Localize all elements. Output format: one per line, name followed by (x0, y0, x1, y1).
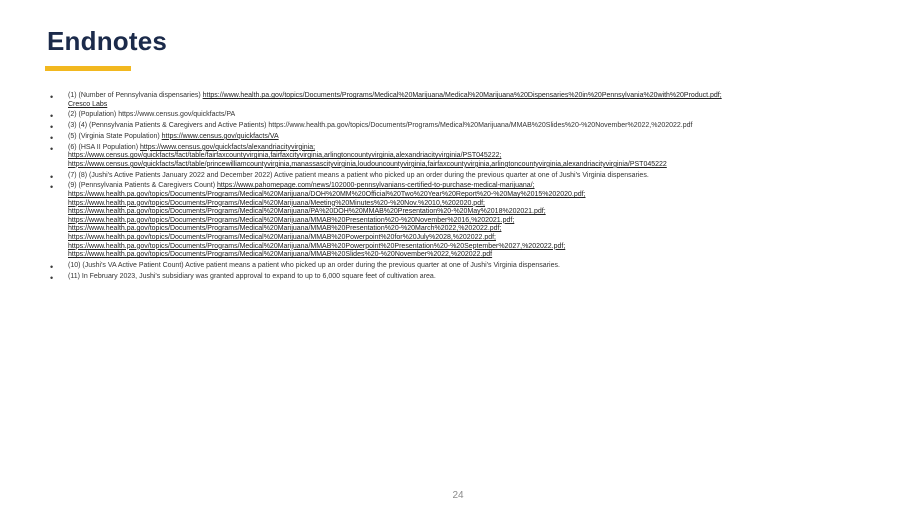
bullet-icon: • (50, 132, 54, 143)
bullet-icon: • (50, 122, 54, 133)
endnote-text: (7) (8) (Jushi's Active Patients January 2022 and December 2022) Active patient means a patient who picked up an order during the previous quarter at one of Jushi's Virginia dispensaries. (68, 171, 649, 179)
endnote-text: (3) (4) (Pennsylvania Patients & Caregivers and Active Patients) https://www.health.pa.gov/topics/Documents/Programs/Medical%20Marijuana/MMAB%20Slides%20-%20November%2022,%202022.pdf (68, 122, 693, 130)
endnote-8 (48, 262, 868, 271)
page-title: Endnotes (47, 26, 168, 56)
endnote-9 (48, 273, 868, 282)
endnote-link[interactable]: https://www.health.pa.gov/topics/Documents/Programs/Medical%20Marijuana/Meeting%20Minutes%20-%20Nov.%2010,%202020.pdf; (68, 199, 485, 207)
bullet-icon: • (50, 171, 54, 182)
endnote-4 (48, 133, 868, 142)
bullet-icon: • (50, 272, 54, 283)
endnote-link[interactable]: https://www.health.pa.gov/topics/Documents/Programs/Medical%20Marijuana/MMAB%20Powerpoint%20for%20July%2028,%202022.pdf; (68, 234, 497, 242)
endnote-link[interactable]: https://www.health.pa.gov/topics/Documents/Programs/Medical%20Marijuana/MMAB%20Presentation%20-%20March%2022,%202022.pdf; (68, 225, 502, 233)
bullet-icon: • (50, 143, 54, 154)
endnote-link[interactable]: https://www.census.gov/quickfacts/fact/table/princewilliamcountyvirginia,manassascityvirginia,loudouncountyvirginia,fairfaxcountyvirginia,arlingtoncountyvirginia,alexandriacityvirginia/PST045222 (68, 160, 667, 168)
endnotes-list (48, 92, 868, 284)
endnote-text: (10) (Jushi's VA Active Patient Count) Active patient means a patient who picked up an order during the previous quarter at one of Jushi's Virginia dispensaries. (68, 262, 560, 269)
endnote-link[interactable]: https://www.health.pa.gov/topics/Documents/Programs/Medical%20Marijuana/MMAB%20Powerpoint%20Presentation%20-%20September%2027,%202022.pdf; (68, 242, 566, 250)
endnote-text: (9) (Pennsylvania Patients & Caregivers Count) (68, 182, 216, 190)
bullet-icon: • (50, 111, 54, 122)
endnote-text: (11) In February 2023, Jushi's subsidiary was granted approval to expand to up to 6,000 square feet of cultivation area. (68, 272, 436, 280)
endnote-link[interactable]: https://www.health.pa.gov/topics/Documents/Programs/Medical%20Marijuana/PA%20DOH%20MMAB%20Presentation%20-%20May%2018%202021.pdf; (68, 208, 546, 216)
bullet-icon: • (50, 182, 54, 193)
title-accent-bar (45, 66, 131, 71)
endnote-link[interactable]: https://www.census.gov/quickfacts/alexandriacityvirginia; (139, 143, 316, 151)
endnote-link[interactable]: https://www.pahomepage.com/news/102000-pennsylvanians-certified-to-purchase-medical-marijuana/; (217, 182, 535, 190)
endnote-link[interactable]: https://www.census.gov/quickfacts/fact/table/fairfaxcountyvirginia,fairfaxcityvirginia,arlingtoncountyvirginia,alexandriacityvirginia/PST045222; (68, 152, 502, 160)
endnote-2 (48, 111, 868, 120)
endnote-5 (48, 144, 868, 170)
endnote-1 (48, 92, 868, 109)
endnote-7 (48, 182, 868, 259)
endnote-text: (5) (Virginia State Population) (68, 132, 160, 140)
endnote-3 (48, 122, 868, 131)
endnote-link[interactable]: Cresco Labs (68, 100, 108, 108)
endnote-text: (2) (Population) https://www.census.gov/quickfacts/PA (68, 111, 236, 119)
endnote-link[interactable]: https://www.health.pa.gov/topics/Documents/Programs/Medical%20Marijuana/MMAB%20Slides%20-%20November%2022,%202022.pdf (68, 251, 493, 259)
bullet-icon: • (50, 92, 54, 102)
endnote-text: (1) (Number of Pennsylvania dispensaries) (68, 92, 201, 99)
endnote-link[interactable]: https://www.census.gov/quickfacts/VA (161, 132, 279, 140)
endnote-link[interactable]: https://www.health.pa.gov/topics/Documents/Programs/Medical%20Marijuana/MMAB%20Presentation%20-%20November%2016,%202021.pdf; (68, 216, 515, 224)
endnote-6 (48, 172, 868, 181)
endnote-text: (6) (HSA II Population) (68, 143, 139, 151)
endnote-link[interactable]: https://www.health.pa.gov/topics/Documents/Programs/Medical%20Marijuana/Medical%20Marijuana%20Dispensaries%20in%20Pennsylvania%20with%20Product.pdf; (202, 92, 722, 99)
endnote-link[interactable]: https://www.health.pa.gov/topics/Documents/Programs/Medical%20Marijuana/DOH%20MM%20Official%20Two%20Year%20Report%20-%20May%2015%202020.pdf; (68, 191, 586, 199)
bullet-icon: • (50, 262, 54, 272)
page-number: 24 (452, 490, 464, 501)
